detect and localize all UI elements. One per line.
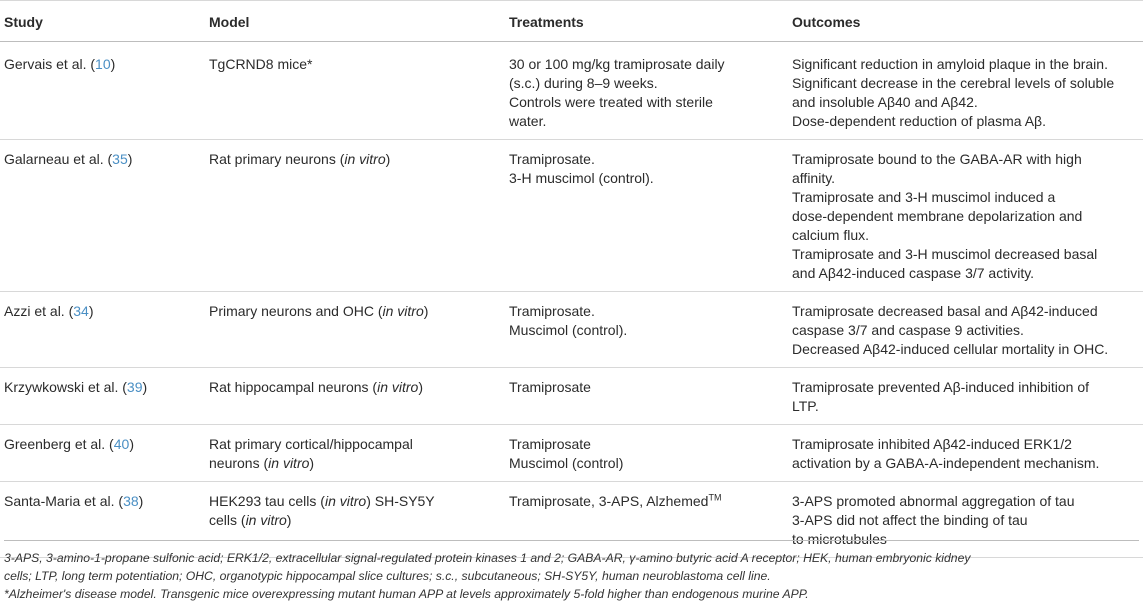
table-row <box>0 42 1143 140</box>
table-row <box>0 368 1143 425</box>
treatments-cell: Tramiprosate <box>505 368 788 425</box>
abbreviations-line-2: cells; LTP, long term potentiation; OHC, organotypic hippocampal slice cultures; s.c., subcutaneous; SH-SY5Y, human neuroblastoma cell line. <box>4 569 771 583</box>
treatments-cell: Tramiprosate Muscimol (control) <box>505 425 788 482</box>
study-cell: Azzi et al. (34) <box>0 292 205 368</box>
trademark-sup: TM <box>708 492 722 503</box>
treatments-cell: Tramiprosate. 3-H muscimol (control). <box>505 140 788 292</box>
reference-link[interactable]: 35 <box>112 151 128 167</box>
treatments-cell: Tramiprosate, 3-APS, Alzhemed™ <box>505 482 788 558</box>
model-cell: Rat primary cortical/hippocampal neurons (in vitro) <box>205 425 505 482</box>
table-row <box>0 292 1143 368</box>
outcomes-cell: Tramiprosate bound to the GABA-AR with high affinity. Tramiprosate and 3-H muscimol induced a dose-dependent membrane depolarization and calcium flux. Tramiprosate and 3-H muscimol decreased basal and Aβ42-induced caspase 3/7 activity. <box>788 140 1143 292</box>
study-cell: Krzywkowski et al. (39) <box>0 368 205 425</box>
study-cell: Galarneau et al. (35) <box>0 140 205 292</box>
table-row <box>0 425 1143 482</box>
abbreviations-line-1: 3-APS, 3-amino-1-propane sulfonic acid; ERK1/2, extracellular signal-regulated protein kinases 1 and 2; GABA-AR, γ-amino butyric acid A receptor; HEK, human embryonic kidney <box>4 551 971 565</box>
outcomes-cell: Tramiprosate inhibited Aβ42-induced ERK1/2 activation by a GABA-A-independent mechanism. <box>788 425 1143 482</box>
study-cell: Gervais et al. (10) <box>0 42 205 140</box>
study-cell: Santa-Maria et al. (38) <box>0 482 205 558</box>
header-outcomes: Outcomes <box>788 1 1143 42</box>
table-footnotes <box>4 540 1139 603</box>
table-header-row <box>0 1 1143 42</box>
reference-link[interactable]: 38 <box>123 493 139 509</box>
asterisk-footnote: *Alzheimer's disease model. Transgenic mice overexpressing mutant human APP at levels approximately 5-fold higher than endogenous murine APP. <box>4 587 809 601</box>
outcomes-cell: Tramiprosate decreased basal and Aβ42-induced caspase 3/7 and caspase 9 activities. Decreased Aβ42-induced cellular mortality in OHC. <box>788 292 1143 368</box>
model-cell: HEK293 tau cells (in vitro) SH-SY5Y cells (in vitro) <box>205 482 505 558</box>
outcomes-cell: Significant reduction in amyloid plaque in the brain. Significant decrease in the cerebral levels of soluble and insoluble Aβ40 and Aβ42. Dose-dependent reduction of plasma Aβ. <box>788 42 1143 140</box>
treatments-cell: Tramiprosate. Muscimol (control). <box>505 292 788 368</box>
header-model: Model <box>205 1 505 42</box>
outcomes-cell: 3-APS promoted abnormal aggregation of tau 3-APS did not affect the binding of tau to microtubules <box>788 482 1143 558</box>
model-cell: Primary neurons and OHC (in vitro) <box>205 292 505 368</box>
header-treatments: Treatments <box>505 1 788 42</box>
reference-link[interactable]: 40 <box>113 436 130 452</box>
model-cell: Rat hippocampal neurons (in vitro) <box>205 368 505 425</box>
table-row <box>0 140 1143 292</box>
model-cell: TgCRND8 mice* <box>205 42 505 140</box>
reference-link[interactable]: 39 <box>126 379 143 395</box>
header-study: Study <box>0 1 205 42</box>
study-cell: Greenberg et al. (40) <box>0 425 205 482</box>
treatments-cell: 30 or 100 mg/kg tramiprosate daily (s.c.) during 8–9 weeks. Controls were treated with sterile water. <box>505 42 788 140</box>
model-cell: Rat primary neurons (in vitro) <box>205 140 505 292</box>
reference-link[interactable]: 10 <box>95 56 111 72</box>
outcomes-cell: Tramiprosate prevented Aβ-induced inhibition of LTP. <box>788 368 1143 425</box>
reference-link[interactable]: 34 <box>73 303 89 319</box>
